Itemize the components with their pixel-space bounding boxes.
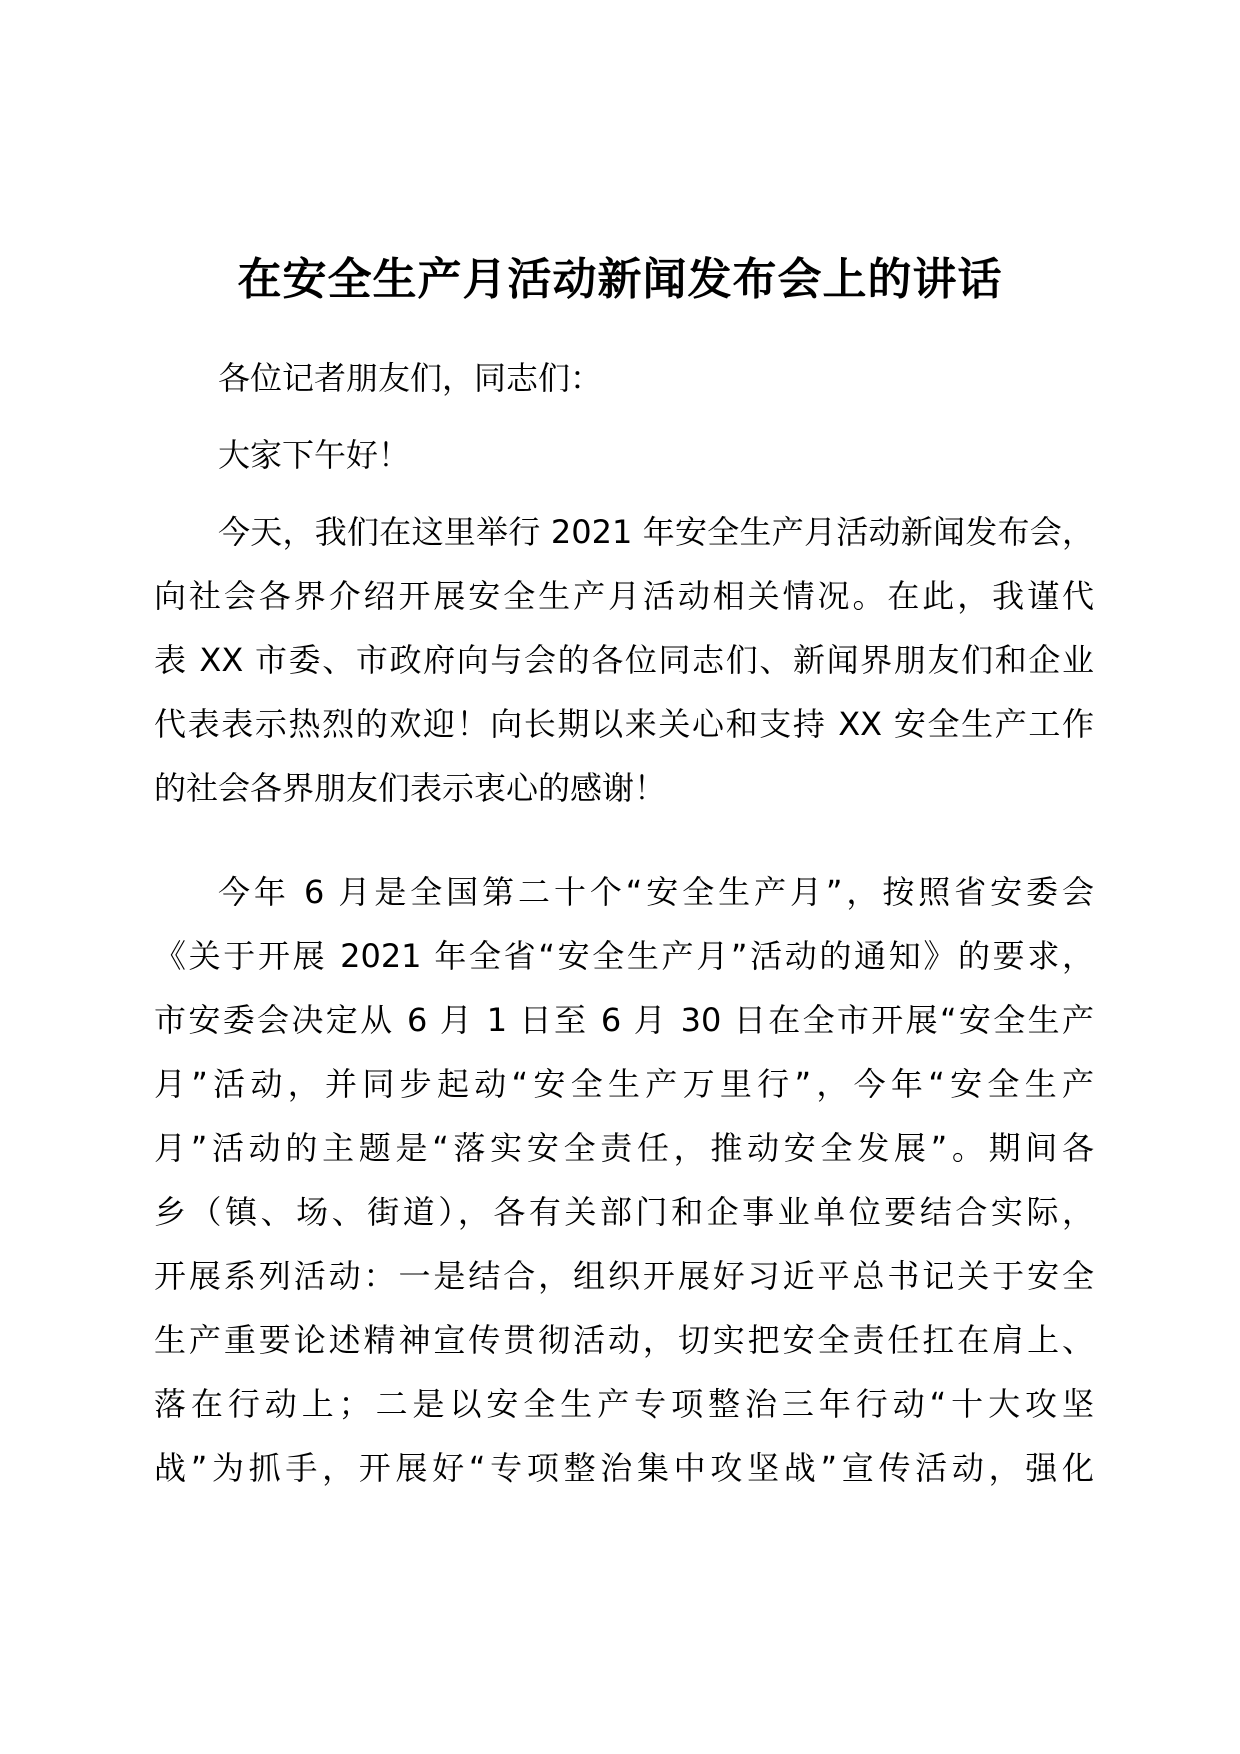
paragraph-2-line-8: 生产重要论述精神宣传贯彻活动，切实把安全责任扛在肩上、 [154,1321,1094,1359]
paragraph-1-line-5: 的社会各界朋友们表示衷心的感谢！ [154,769,667,807]
paragraph-2-line-5: 月”活动的主题是“落实安全责任，推动安全发展”。期间各 [154,1129,1094,1167]
paragraph-2-line-6: 乡（镇、场、街道），各有关部门和企事业单位要结合实际， [154,1193,1094,1231]
paragraph-2-line-9: 落在行动上；二是以安全生产专项整治三年行动“十大攻坚 [154,1385,1094,1423]
paragraph-2-line-7: 开展系列活动：一是结合，组织开展好习近平总书记关于安全 [154,1257,1094,1295]
document-title: 在安全生产月活动新闻发布会上的讲话 [237,254,1003,305]
greeting: 大家下午好！ [218,436,411,474]
paragraph-2-line-10: 战”为抓手，开展好“专项整治集中攻坚战”宣传活动，强化 [154,1449,1094,1487]
salutation: 各位记者朋友们，同志们： [218,359,603,397]
paragraph-2-line-2: 《关于开展 2021 年全省“安全生产月”活动的通知》的要求， [154,937,1094,975]
paragraph-1-line-3: 表 XX 市委、市政府向与会的各位同志们、新闻界朋友们和企业 [154,641,1094,679]
paragraph-2-line-3: 市安委会决定从 6 月 1 日至 6 月 30 日在全市开展“安全生产 [154,1001,1094,1039]
paragraph-1-line-4: 代表表示热烈的欢迎！向长期以来关心和支持 XX 安全生产工作 [154,705,1094,743]
paragraph-1-line-2: 向社会各界介绍开展安全生产月活动相关情况。在此，我谨代 [154,577,1094,615]
paragraph-1-line-1: 今天，我们在这里举行 2021 年安全生产月活动新闻发布会， [218,513,1094,551]
paragraph-2-line-4: 月”活动，并同步起动“安全生产万里行”，今年“安全生产 [154,1065,1094,1103]
paragraph-2-line-1: 今年 6 月是全国第二十个“安全生产月”，按照省安委会 [218,873,1094,911]
